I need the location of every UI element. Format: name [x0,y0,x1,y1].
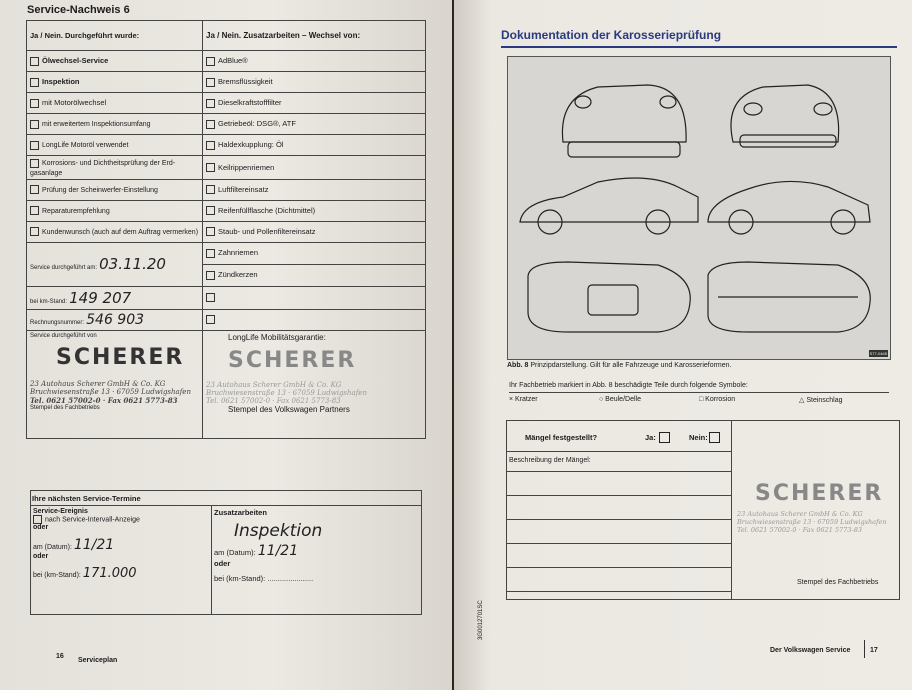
checkbox[interactable] [30,78,39,87]
row-haldex[interactable]: Haldexkupplung: Öl [203,135,426,156]
checkbox[interactable] [206,271,215,280]
next-km-value: 171.000 [82,566,137,581]
stamp-label: Stempel des Fachbetriebs [797,579,879,586]
checkbox[interactable] [30,99,39,108]
checkbox[interactable] [206,99,215,108]
row-pollen[interactable]: Staub- und Pollenfiltereinsatz [203,221,426,242]
checkbox[interactable] [206,206,215,215]
footer-rule [864,640,865,658]
checkbox[interactable] [206,185,215,194]
row-blank-2[interactable] [203,309,426,330]
row-scheinwerfer[interactable]: Prüfung der Scheinwerfer-Einstellung [27,179,203,200]
nein-checkbox[interactable] [709,432,720,443]
checkbox[interactable] [206,78,215,87]
right-page [454,0,912,690]
car-outlines-icon [508,57,890,359]
next-service-right[interactable]: Zusatzarbeiten Inspektion am (Datum): 11/21 oder bei (km-Stand): ...................... [212,506,422,615]
checkbox[interactable] [206,227,215,236]
checkbox[interactable] [30,206,39,215]
page-title: Service-Nachweis 6 [27,4,130,16]
invoice-value: 546 903 [86,311,145,328]
row-diesel[interactable]: Dieselkraftstofffilter [203,93,426,114]
stamp-cell: Service durchgeführt von SCHERER 23 Autohaus Scherer GmbH & Co. KG Bruchwiesenstraße 13 · 67059 Ludwigshafen Tel. 0621 57002-0 · Fax 0621 5773-83 Stempel des Fachbetriebs [27,330,203,438]
checkbox[interactable] [206,249,215,258]
km-cell[interactable]: bei km-Stand: 149 207 [27,286,203,309]
row-kundenwunsch[interactable]: Kundenwunsch (auch auf dem Auftrag vermerken) [27,221,203,242]
checkbox[interactable] [30,185,39,194]
left-page [0,0,452,690]
service-date-cell[interactable]: Service durchgeführt am: 03.11.20 [27,242,203,286]
section-title: Dokumentation der Karosserieprüfung [501,28,722,42]
side-code: 3G0012701SC [478,600,484,640]
symbol-korrosion: □ Korrosion [699,396,736,403]
car-diagram [507,56,891,360]
checkbox[interactable] [206,163,215,172]
row-luftfilter[interactable]: Luftfiltereinsatz [203,179,426,200]
checkbox[interactable] [30,120,39,129]
row-bremsfl[interactable]: Bremsflüssigkeit [203,72,426,93]
page-number: 17 [870,647,878,654]
invoice-cell[interactable]: Rechnungsnummer: 546 903 [27,309,203,330]
row-reifen[interactable]: Reifenfüllflasche (Dichtmittel) [203,200,426,221]
beschreibung-area[interactable] [507,451,732,599]
symbol-beule: ○ Beule/Delle [599,396,641,403]
stamp-logo: SCHERER [56,344,185,370]
footer-title: Serviceplan [78,657,118,664]
page-number: 16 [56,653,64,660]
next-date-value: 11/21 [73,537,115,553]
checkbox[interactable] [30,57,39,66]
checkbox[interactable] [30,227,39,236]
row-inspektion[interactable]: Inspektion [27,72,203,93]
row-erdgas[interactable]: Korrosions- und Dichtheitsprüfung der Erd-gasanlage [27,156,203,180]
next-service-left[interactable]: Service-Ereignis nach Service-Intervall-Anzeige oder am (Datum): 11/21 oder bei (km-Stand): 171.000 [31,506,212,615]
rule [509,392,889,393]
checkbox[interactable] [206,141,215,150]
km-value: 149 207 [69,288,132,307]
maengel-row[interactable]: Mängel festgestellt? Ja: Nein: [507,421,732,452]
zusatz-value: Inspektion [234,521,323,541]
ja-checkbox[interactable] [659,432,670,443]
row-zuendkerzen[interactable]: Zündkerzen [203,264,426,286]
checkbox[interactable] [206,120,215,129]
row-longlife[interactable]: LongLife Motoröl verwendet [27,135,203,156]
stamp-address: 23 Autohaus Scherer GmbH & Co. KG Bruchwiesenstraße 13 · 67059 Ludwigshafen Tel. 0621 57002-0 · Fax 0621 5773-83 [30,379,191,405]
stamp-logo-faded: SCHERER [228,347,357,373]
service-table [26,20,426,439]
longlife-cell: LongLife Mobilitätsgarantie: SCHERER 23 Autohaus Scherer GmbH & Co. KG Bruchwiesenstraße 13 · 67059 Ludwigshafen Tel. 0621 57002-0 · Fax 0621 5773-83 Stempel des Volkswagen Partners [203,330,426,438]
header-left: Ja / Nein. Durchgeführt wurde: [27,21,203,51]
row-zahnriemen[interactable]: Zahnriemen [203,242,426,264]
stamp-right: SCHERER 23 Autohaus Scherer GmbH & Co. KG Bruchwiesenstraße 13 · 67059 Ludwigshafen Tel. 0621 57002-0 · Fax 0621 5773-83 [737,481,887,534]
footer-title: Der Volkswagen Service [770,647,851,654]
service-date-value: 03.11.20 [99,255,166,274]
checkbox[interactable] [206,315,215,324]
row-oelwechsel[interactable]: Ölwechsel-Service [27,51,203,72]
symbol-kratzer: × Kratzer [509,396,538,403]
checkbox[interactable] [30,159,39,168]
checkbox[interactable] [33,515,42,524]
row-getriebe[interactable]: Getriebeöl: DSG®, ATF [203,114,426,135]
beschreibung-label: Beschreibung der Mängel: [509,457,591,464]
next-service-table: Ihre nächsten Service-Termine Service-Ereignis nach Service-Intervall-Anzeige oder am (Datum): 11/21 oder bei (km-Stand): 171.000 Zusatzarbeiten Inspektion am (Datum): 11/21 oder bei (km-Stand): ...................... [30,490,422,615]
maengel-form [506,420,900,600]
row-reparatur[interactable]: Reparaturempfehlung [27,200,203,221]
image-code: S77-0445 [869,351,887,356]
symbol-intro: Ihr Fachbetrieb markiert in Abb. 8 beschädigte Teile durch folgende Symbole: [509,382,748,389]
symbol-steinschlag: △ Steinschlag [799,397,843,404]
checkbox[interactable] [30,141,39,150]
title-rule [501,46,897,48]
row-adblue[interactable]: AdBlue® [203,51,426,72]
figure-caption: Abb. 8 Prinzipdarstellung. Gilt für alle Fahrzeuge und Karosserieformen. [507,362,732,369]
checkbox[interactable] [206,293,215,302]
row-keilrippen[interactable]: Keilrippenriemen [203,156,426,180]
row-blank-1[interactable] [203,286,426,309]
header-right: Ja / Nein. Zusatzarbeiten – Wechsel von: [203,21,426,51]
row-motoroel[interactable]: mit Motorölwechsel [27,93,203,114]
row-erweitert[interactable]: mit erweitertem Inspektionsumfang [27,114,203,135]
checkbox[interactable] [206,57,215,66]
